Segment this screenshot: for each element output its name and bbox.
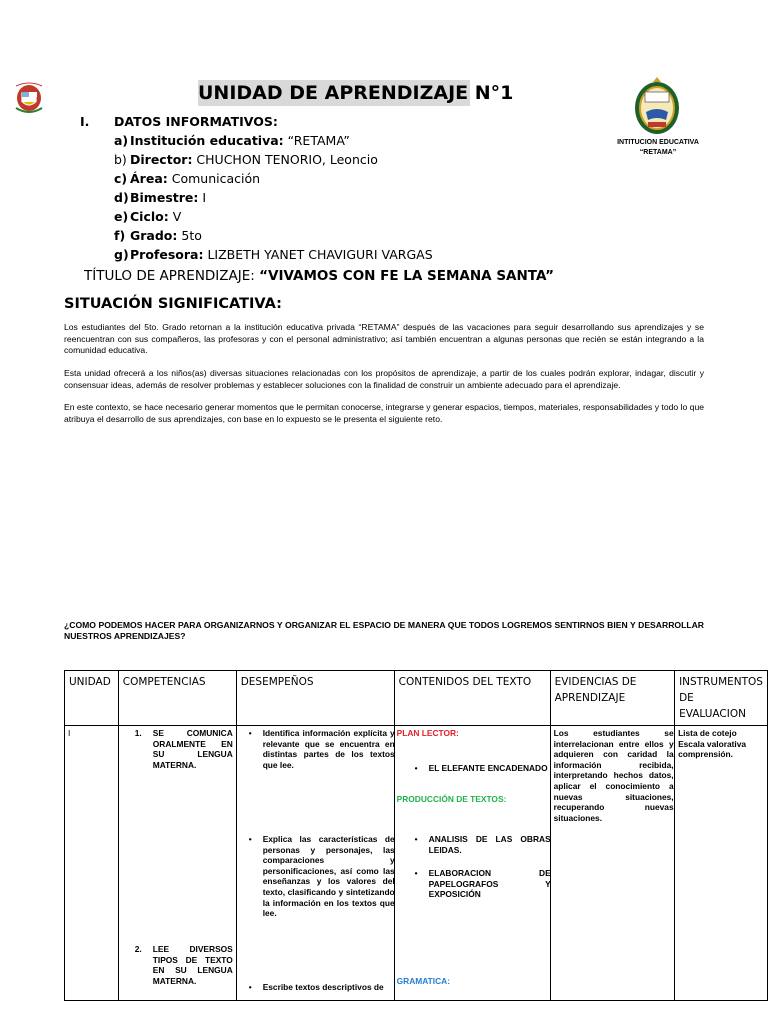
dato-label: Bimestre: (130, 190, 199, 205)
dato-letter: c) (114, 171, 128, 186)
bullet-icon: • (414, 834, 418, 844)
dato-letter: e) (114, 209, 129, 224)
dato-director (114, 151, 378, 169)
dato-grado (114, 227, 202, 245)
situacion-paragraph-1: Los estudiantes del 5to. Grado retornan a la institución educativa privada “RETAMA” después de las vacaciones para seguir desarrollando sus aprendizajes y se reencuentran con sus compañeros, las profesoras y con el personal administrativo; así también encuentran a algunas personas que recién se están integrando a la comunidad educativa. (64, 322, 704, 355)
dato-letter: a) (114, 133, 129, 148)
cell-competencias (118, 726, 236, 1001)
plan-lector-heading: PLAN LECTOR: (396, 728, 459, 738)
dato-ciclo (114, 208, 181, 226)
dato-value: V (168, 209, 182, 224)
dato-letter: f) (114, 228, 126, 243)
desempeno-text: Explica las características de personas y personajes, las comparaciones y personificaciones, así como las enseñanzas y los valores del texto, clasificando y sintetizando la información en los textos que lee. (262, 834, 395, 919)
planning-table (64, 670, 768, 1001)
desempeno-text: Escribe textos descriptivos de (262, 982, 384, 992)
bullet-icon: • (414, 868, 418, 878)
section-number: I. (80, 114, 90, 129)
dato-label: Director: (130, 152, 193, 167)
desempeno-item (248, 982, 395, 993)
dato-value: LIZBETH YANET CHAVIGURI VARGAS (203, 247, 433, 262)
dato-label: Institución educativa: (130, 133, 284, 148)
cell-evidencias (550, 726, 674, 1001)
page-title: UNIDAD DE APRENDIZAJE N°1 (198, 82, 514, 104)
dato-label: Ciclo: (130, 209, 169, 224)
bullet-icon: • (248, 982, 252, 992)
header-evidencias: EVIDENCIAS DE APRENDIZAJE (550, 671, 674, 726)
peru-coat-of-arms-icon (12, 78, 46, 116)
dato-profesora (114, 246, 433, 264)
unidad-value: I (68, 728, 71, 738)
evidencias-text: Los estudiantes se interrelacionan entre ellos y adquieren con caridad la información recibida, interpretando hechos datos, aplicar el conocimiento a nuevas situaciones, recuperando nuevas situaciones. (553, 728, 674, 823)
contenido-text: EL ELEFANTE ENCADENADO (428, 763, 548, 773)
dato-label: Grado: (130, 228, 178, 243)
competencia-text: SE COMUNICA ORALMENTE EN SU LENGUA MATERNA. (152, 728, 233, 770)
instrumento-item: Escala valorativa (678, 738, 747, 749)
datos-heading (80, 114, 278, 129)
competencia-number: 1. (134, 728, 142, 738)
section-title: DATOS INFORMATIVOS: (114, 114, 278, 129)
contenido-item (414, 868, 551, 900)
contenido-item (414, 834, 551, 855)
titulo-aprendizaje (84, 268, 554, 284)
school-caption-line: INTITUCION EDUCATIVA (617, 139, 699, 146)
header-contenidos: CONTENIDOS DEL TEXTO (394, 671, 550, 726)
dato-letter: g) (114, 247, 129, 262)
dato-value: CHUCHON TENORIO, Leoncio (192, 152, 378, 167)
dato-value: Comunicación (167, 171, 261, 186)
table-row (65, 726, 768, 1001)
contenido-text: ANALISIS DE LAS OBRAS LEIDAS. (428, 834, 551, 855)
school-caption-line: “RETAMA” (639, 149, 677, 156)
dato-bimestre (114, 189, 206, 207)
instrumentos-list (678, 728, 750, 760)
reto-question: ¿COMO PODEMOS HACER PARA ORGANIZARNOS Y ORGANIZAR EL ESPACIO DE MANERA QUE TODOS LOGREMOS SENTIRNOS BIEN Y DESARROLLAR NUESTROS APRENDIZAJES? (64, 620, 704, 641)
gramatica-heading: GRAMATICA: (396, 976, 450, 986)
dato-value: 5to (177, 228, 202, 243)
dato-label: Profesora: (130, 247, 204, 262)
school-logo-caption (600, 138, 716, 158)
desempeno-text: Identifica información explícita y relevante que se encuentra en distintas partes de los textos que lee. (262, 728, 395, 770)
dato-letter: b) (114, 152, 127, 167)
instrumento-item: comprensión. (678, 749, 733, 760)
dato-letter: d) (114, 190, 129, 205)
instrumento-item: Lista de cotejo (678, 728, 737, 738)
table-header-row (65, 671, 768, 726)
dato-value: “RETAMA” (283, 133, 350, 148)
cell-desempenos (236, 726, 394, 1001)
titulo-label: TÍTULO DE APRENDIZAJE: (84, 268, 260, 284)
titulo-value: “VIVAMOS CON FE LA SEMANA SANTA” (259, 268, 555, 284)
header-competencias: COMPETENCIAS (118, 671, 236, 726)
produccion-heading: PRODUCCIÓN DE TEXTOS: (396, 794, 507, 804)
cell-contenidos (394, 726, 550, 1001)
desempeno-item (248, 834, 395, 919)
situacion-heading: SITUACIÓN SIGNIFICATIVA: (64, 296, 282, 312)
header-desempenos: DESEMPEÑOS (236, 671, 394, 726)
cell-unidad (65, 726, 119, 1001)
dato-label: Área: (130, 171, 168, 186)
competencia-number: 2. (134, 944, 142, 954)
contenido-item (414, 763, 551, 774)
dato-value: I (198, 190, 207, 205)
bullet-icon: • (414, 763, 418, 773)
contenido-text: ELABORACION DE PAPELOGRAFOS Y EXPOSICIÓN (428, 868, 551, 900)
situacion-paragraph-3: En este contexto, se hace necesario generar momentos que le permitan conocerse, integrarse y generar espacios, tiempos, materiales, responsabilidades y todo lo que atribuya el desarrollo de sus aprendizajes, con base en lo expuesto se le presenta el siguiente reto. (64, 402, 704, 424)
school-crest-icon (620, 74, 694, 142)
bullet-icon: • (248, 728, 252, 738)
situacion-paragraph-2: Esta unidad ofrecerá a los niños(as) diversas situaciones relacionadas con los propósitos de aprendizaje, a partir de los cuales podrán explorar, indagar, discutir y consensuar ideas, además de resolver problemas y establecer soluciones con la finalidad de construir un ambiente adecuado para el aprendizaje. (64, 368, 704, 390)
header-instrumentos: INSTRUMENTOS DE EVALUACION (675, 671, 768, 726)
dato-institucion (114, 132, 350, 150)
competencia-text: LEE DIVERSOS TIPOS DE TEXTO EN SU LENGUA MATERNA. (152, 944, 233, 986)
desempeno-item (248, 728, 395, 770)
header-unidad: UNIDAD (65, 671, 119, 726)
bullet-icon: • (248, 834, 252, 844)
cell-instrumentos (675, 726, 768, 1001)
dato-area (114, 170, 260, 188)
